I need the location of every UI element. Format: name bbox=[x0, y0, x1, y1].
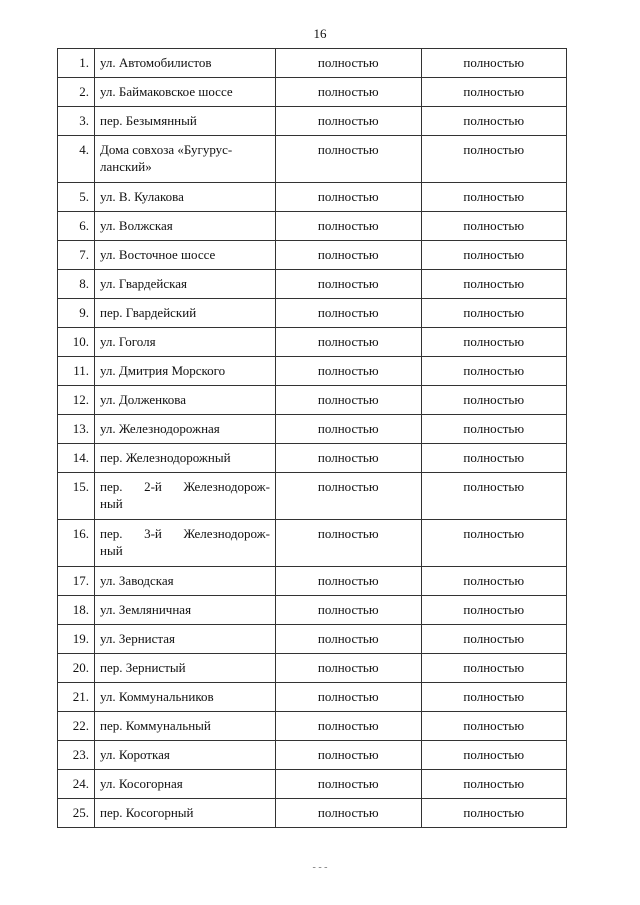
coverage-cell-1: полностью bbox=[276, 357, 422, 386]
coverage-cell-1: полностью bbox=[276, 520, 422, 567]
street-name-line-2: ный bbox=[100, 543, 123, 558]
table-row bbox=[58, 78, 567, 107]
coverage-cell-2: полностью bbox=[421, 270, 567, 299]
row-number: 23. bbox=[58, 741, 95, 770]
row-number: 21. bbox=[58, 683, 95, 712]
table-row bbox=[58, 596, 567, 625]
street-name: ул. В. Кулакова bbox=[95, 183, 276, 212]
coverage-cell-2: полностью bbox=[421, 567, 567, 596]
street-name-word: пер. bbox=[100, 526, 123, 541]
row-number: 16. bbox=[58, 520, 95, 567]
street-name-line-1 bbox=[100, 478, 270, 495]
coverage-cell-1: полностью bbox=[276, 415, 422, 444]
street-name: ул. Автомобилистов bbox=[95, 49, 276, 78]
row-number: 2. bbox=[58, 78, 95, 107]
row-number: 12. bbox=[58, 386, 95, 415]
row-number: 8. bbox=[58, 270, 95, 299]
coverage-cell-1: полностью bbox=[276, 183, 422, 212]
coverage-cell-1: полностью bbox=[276, 596, 422, 625]
street-name bbox=[95, 473, 276, 520]
street-name: ул. Гоголя bbox=[95, 328, 276, 357]
street-name: ул. Зернистая bbox=[95, 625, 276, 654]
street-name: ул. Волжская bbox=[95, 212, 276, 241]
coverage-cell-2: полностью bbox=[421, 212, 567, 241]
coverage-cell-2: полностью bbox=[421, 299, 567, 328]
coverage-cell-1: полностью bbox=[276, 270, 422, 299]
coverage-cell-1: полностью bbox=[276, 473, 422, 520]
coverage-cell-2: полностью bbox=[421, 357, 567, 386]
coverage-cell-1: полностью bbox=[276, 49, 422, 78]
coverage-cell-1: полностью bbox=[276, 567, 422, 596]
street-name: ул. Косогорная bbox=[95, 770, 276, 799]
coverage-cell-2: полностью bbox=[421, 473, 567, 520]
street-name: пер. Безымянный bbox=[95, 107, 276, 136]
street-name-word: 2-й bbox=[144, 479, 162, 494]
street-name: ул. Коммунальников bbox=[95, 683, 276, 712]
table-row bbox=[58, 654, 567, 683]
coverage-cell-2: полностью bbox=[421, 328, 567, 357]
row-number: 15. bbox=[58, 473, 95, 520]
table-body bbox=[58, 49, 567, 828]
table-row bbox=[58, 299, 567, 328]
street-name: ул. Восточное шоссе bbox=[95, 241, 276, 270]
street-name: пер. Коммунальный bbox=[95, 712, 276, 741]
table-row bbox=[58, 270, 567, 299]
row-number: 19. bbox=[58, 625, 95, 654]
coverage-cell-2: полностью bbox=[421, 712, 567, 741]
table-row bbox=[58, 183, 567, 212]
coverage-cell-1: полностью bbox=[276, 241, 422, 270]
coverage-cell-2: полностью bbox=[421, 78, 567, 107]
table-row bbox=[58, 712, 567, 741]
page-number: 16 bbox=[313, 26, 327, 41]
row-number: 14. bbox=[58, 444, 95, 473]
table-row bbox=[58, 520, 567, 567]
street-name: ул. Долженкова bbox=[95, 386, 276, 415]
street-name-word: 3-й bbox=[144, 526, 162, 541]
coverage-cell-2: полностью bbox=[421, 799, 567, 828]
coverage-cell-2: полностью bbox=[421, 49, 567, 78]
row-number: 7. bbox=[58, 241, 95, 270]
street-name-line-1 bbox=[100, 525, 270, 542]
table-row bbox=[58, 212, 567, 241]
street-name: пер. Косогорный bbox=[95, 799, 276, 828]
table-row bbox=[58, 770, 567, 799]
street-name bbox=[95, 520, 276, 567]
table-row bbox=[58, 49, 567, 78]
coverage-cell-2: полностью bbox=[421, 386, 567, 415]
coverage-cell-1: полностью bbox=[276, 78, 422, 107]
street-name: ул. Земляничная bbox=[95, 596, 276, 625]
coverage-cell-1: полностью bbox=[276, 107, 422, 136]
table-row bbox=[58, 444, 567, 473]
coverage-cell-2: полностью bbox=[421, 415, 567, 444]
coverage-cell-1: полностью bbox=[276, 444, 422, 473]
row-number: 1. bbox=[58, 49, 95, 78]
row-number: 17. bbox=[58, 567, 95, 596]
street-name: ул. Короткая bbox=[95, 741, 276, 770]
street-name: ул. Дмитрия Морского bbox=[95, 357, 276, 386]
coverage-cell-2: полностью bbox=[421, 520, 567, 567]
table-row bbox=[58, 415, 567, 444]
table-row bbox=[58, 625, 567, 654]
street-name-line-1: Дома совхоза «Бугурус- bbox=[100, 142, 233, 157]
row-number: 5. bbox=[58, 183, 95, 212]
coverage-cell-1: полностью bbox=[276, 625, 422, 654]
streets-table bbox=[57, 48, 567, 828]
coverage-cell-1: полностью bbox=[276, 712, 422, 741]
street-name: пер. Зернистый bbox=[95, 654, 276, 683]
row-number: 20. bbox=[58, 654, 95, 683]
coverage-cell-2: полностью bbox=[421, 625, 567, 654]
coverage-cell-2: полностью bbox=[421, 741, 567, 770]
table-row bbox=[58, 241, 567, 270]
coverage-cell-2: полностью bbox=[421, 241, 567, 270]
row-number: 10. bbox=[58, 328, 95, 357]
street-name-word: Железнодорож- bbox=[183, 479, 270, 494]
row-number: 9. bbox=[58, 299, 95, 328]
table-row bbox=[58, 683, 567, 712]
coverage-cell-2: полностью bbox=[421, 444, 567, 473]
coverage-cell-1: полностью bbox=[276, 741, 422, 770]
row-number: 4. bbox=[58, 136, 95, 183]
coverage-cell-1: полностью bbox=[276, 799, 422, 828]
street-name bbox=[95, 136, 276, 183]
street-name: ул. Баймаковское шоссе bbox=[95, 78, 276, 107]
street-name: пер. Гвардейский bbox=[95, 299, 276, 328]
street-name: ул. Заводская bbox=[95, 567, 276, 596]
coverage-cell-2: полностью bbox=[421, 596, 567, 625]
row-number: 22. bbox=[58, 712, 95, 741]
table-row bbox=[58, 386, 567, 415]
row-number: 3. bbox=[58, 107, 95, 136]
table-row bbox=[58, 107, 567, 136]
table-row bbox=[58, 357, 567, 386]
row-number: 18. bbox=[58, 596, 95, 625]
street-name-line-2: ланский» bbox=[100, 159, 152, 174]
footer-mark: - - - bbox=[312, 862, 328, 873]
coverage-cell-1: полностью bbox=[276, 136, 422, 183]
street-name-word: пер. bbox=[100, 479, 123, 494]
table-row bbox=[58, 473, 567, 520]
street-name: пер. Железнодорожный bbox=[95, 444, 276, 473]
coverage-cell-2: полностью bbox=[421, 683, 567, 712]
row-number: 11. bbox=[58, 357, 95, 386]
street-name-word: Железнодорож- bbox=[183, 526, 270, 541]
coverage-cell-2: полностью bbox=[421, 654, 567, 683]
row-number: 6. bbox=[58, 212, 95, 241]
row-number: 25. bbox=[58, 799, 95, 828]
street-name: ул. Гвардейская bbox=[95, 270, 276, 299]
row-number: 24. bbox=[58, 770, 95, 799]
coverage-cell-1: полностью bbox=[276, 299, 422, 328]
coverage-cell-2: полностью bbox=[421, 183, 567, 212]
table-row bbox=[58, 328, 567, 357]
table-row bbox=[58, 136, 567, 183]
coverage-cell-2: полностью bbox=[421, 107, 567, 136]
coverage-cell-2: полностью bbox=[421, 136, 567, 183]
coverage-cell-1: полностью bbox=[276, 386, 422, 415]
coverage-cell-2: полностью bbox=[421, 770, 567, 799]
table-row bbox=[58, 567, 567, 596]
coverage-cell-1: полностью bbox=[276, 683, 422, 712]
coverage-cell-1: полностью bbox=[276, 328, 422, 357]
street-name: ул. Железнодорожная bbox=[95, 415, 276, 444]
row-number: 13. bbox=[58, 415, 95, 444]
coverage-cell-1: полностью bbox=[276, 770, 422, 799]
coverage-cell-1: полностью bbox=[276, 212, 422, 241]
coverage-cell-1: полностью bbox=[276, 654, 422, 683]
table-row bbox=[58, 741, 567, 770]
table-row bbox=[58, 799, 567, 828]
street-name-line-2: ный bbox=[100, 496, 123, 511]
